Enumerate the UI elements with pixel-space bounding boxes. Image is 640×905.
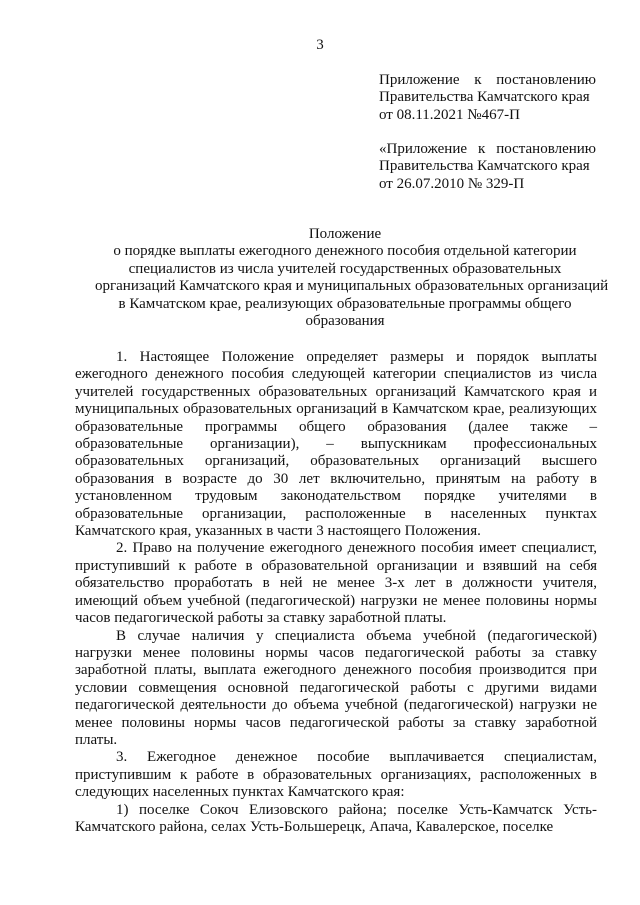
document-title (95, 226, 609, 330)
title-line-3: организаций Камчатского края и муниципальных образовательных организаций (95, 278, 609, 295)
paragraph-5: 1) поселке Сокоч Елизовского района; поселке Усть-Камчатск Усть-Камчатского района, селах Усть-Большерецк, Апача, Кавалерское, поселке (75, 801, 597, 835)
annex-original-line-1: «Приложение к постановлению (379, 141, 596, 157)
annex-header-current (379, 72, 596, 124)
title-heading: Положение (308, 226, 382, 242)
paragraph-1: 1. Настоящее Положение определяет размеры и порядок выплаты ежегодного денежного пособия следующей категории специалистов из числа учителей государственных образовательных организаций Камчатского края и муниципальных образовательных организаций в Камчатском крае, реализующих образовательные программы общего образования (далее также – образовательные организации), – выпускникам профессиональных образовательных организаций, образовательных организаций высшего образования в возрасте до 30 лет включительно, принятым на работу в установленном трудовым законодательством порядке учителями в образовательные организации, расположенные в населенных пунктах Камчатского края, указанных в части 3 настоящего Положения. (75, 349, 597, 540)
annex-original-line-2: Правительства Камчатского края (379, 158, 590, 175)
document-body (75, 349, 597, 836)
title-line-4: в Камчатском крае, реализующих образовательные программы общего (118, 295, 572, 312)
annex-current-line-3: от 08.11.2021 №467-П (379, 106, 520, 123)
annex-current-line-2: Правительства Камчатского края (379, 89, 590, 106)
paragraph-3: В случае наличия у специалиста объема учебной (педагогической) нагрузки менее половины нормы часов педагогической работы за ставку заработной платы, выплата ежегодного денежного пособия производится при условии совмещения основной педагогической работы с другими видами педагогической деятельности до объема учебной (педагогической) нагрузки не менее половины нормы часов педагогической работы за ставку заработной платы. (75, 627, 597, 748)
title-line-5: образования (305, 313, 385, 330)
paragraph-2: 2. Право на получение ежегодного денежного пособия имеет специалист, приступивший к работе в образовательной организации и взявший на себя обязательство проработать в ней не менее 3-х лет в должности учителя, имеющий объем учебной (педагогической) нагрузки не менее половины нормы часов педагогической работы за ставку заработной платы. (75, 540, 597, 627)
annex-original-line-3: от 26.07.2010 № 329-П (379, 175, 525, 192)
title-line-1: о порядке выплаты ежегодного денежного пособия отдельной категории (113, 243, 577, 260)
annex-current-line-1: Приложение к постановлению (379, 72, 596, 88)
annex-header-original (379, 141, 596, 193)
title-line-2: специалистов из числа учителей государственных образовательных (128, 260, 562, 277)
paragraph-4: 3. Ежегодное денежное пособие выплачивается специалистам, приступившим к работе в образовательных организациях, расположенных в следующих населенных пунктах Камчатского края: (75, 749, 597, 801)
page-number: 3 (316, 37, 324, 53)
